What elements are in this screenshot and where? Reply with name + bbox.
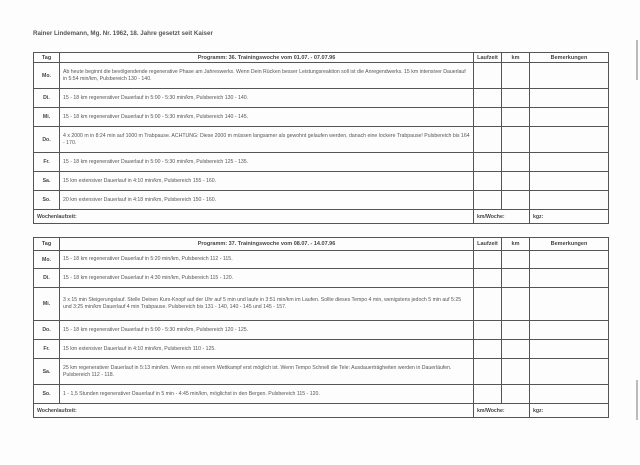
workout-cell: 15 - 18 km regenerativer Dauerlauf in 5:00 - 5:30 min/km, Pulsbereich 130 - 140.	[60, 89, 474, 108]
remarks-cell	[530, 172, 609, 191]
remarks-cell	[530, 127, 609, 153]
week-36-table	[33, 52, 609, 224]
km-cell	[502, 127, 530, 153]
weekly-km-label: km/Woche:	[474, 210, 530, 224]
laufzeit-cell	[474, 321, 502, 340]
laufzeit-cell	[474, 269, 502, 288]
day-cell: Do.	[34, 127, 60, 153]
remarks-cell	[530, 269, 609, 288]
laufzeit-cell	[474, 191, 502, 210]
remarks-cell	[530, 340, 609, 359]
workout-cell: 15 km extensiver Dauerlauf in 4:10 min/km, Pulsbereich 110 - 125.	[60, 340, 474, 359]
km-cell	[502, 172, 530, 191]
col-day-header: Tag	[34, 53, 60, 63]
scan-edge-mark	[636, 380, 638, 420]
remarks-cell	[530, 191, 609, 210]
col-bemerkungen-header: Bemerkungen	[530, 53, 609, 63]
workout-cell: 15 - 18 km regenerativer Dauerlauf in 5:00 - 5:30 min/km, Pulsbereich 140 - 145.	[60, 108, 474, 127]
remarks-cell	[530, 288, 609, 321]
remarks-cell	[530, 321, 609, 340]
km-cell	[502, 153, 530, 172]
km-cell	[502, 191, 530, 210]
workout-cell: 20 km extensiver Dauerlauf in 4:18 min/km, Pulsbereich 150 - 160.	[60, 191, 474, 210]
km-cell	[502, 385, 530, 404]
col-km-header: km	[502, 238, 530, 251]
table-row	[34, 108, 609, 127]
workout-cell: 15 km extensiver Dauerlauf in 4:10 min/km, Pulsbereich 155 - 160.	[60, 172, 474, 191]
laufzeit-cell	[474, 340, 502, 359]
workout-cell: 15 - 18 km regenerativer Dauerlauf in 5:00 - 5:30 min/km, Pulsbereich 120 - 125.	[60, 321, 474, 340]
km-cell	[502, 251, 530, 269]
workout-cell: 25 km regenerativer Dauerlauf in 5:13 min/km. Wenn es mit einem Wettkampf erst möglich ist. Wenn Tempo Schnell die Tele: Ausdauerträgheiten werden in Dauerläufen. Pulsbereich 112 - 118.	[60, 359, 474, 385]
laufzeit-cell	[474, 127, 502, 153]
table-row	[34, 251, 609, 269]
day-cell: Mo.	[34, 251, 60, 269]
table-row	[34, 385, 609, 404]
remarks-cell	[530, 153, 609, 172]
km-cell	[502, 288, 530, 321]
workout-cell: 1 - 1,5 Stunden regenerativer Dauerlauf in 5 min - 4:45 min/km, möglichst in den Bergen. Pulsbereich 115 - 120.	[60, 385, 474, 404]
col-bemerkungen-header: Bemerkungen	[530, 238, 609, 251]
km-cell	[502, 359, 530, 385]
col-km-header: km	[502, 53, 530, 63]
day-cell: Sa.	[34, 359, 60, 385]
day-cell: So.	[34, 385, 60, 404]
km-cell	[502, 321, 530, 340]
laufzeit-cell	[474, 172, 502, 191]
day-cell: Di.	[34, 269, 60, 288]
table-row	[34, 359, 609, 385]
day-cell: Mi.	[34, 108, 60, 127]
table-row	[34, 63, 609, 89]
workout-cell: 4 x 2000 m in 8:24 min auf 1000 m Trabpause. ACHTUNG: Diese 2000 m müssen langsamer als gewohnt gelaufen werden, danach eine lockere Trabpause! Pulsbereich bis 164 - 170.	[60, 127, 474, 153]
table-row	[34, 89, 609, 108]
table-row	[34, 269, 609, 288]
laufzeit-cell	[474, 89, 502, 108]
workout-cell: 3 x 15 min Steigerungslauf. Stelle Deinen Kurs-Knopf auf der Uhr auf 5 min und laufe in 3:51 min/km im Laufen. Sollte dieses Tempo 4 min, wenigstens jedoch 5 min auf 5:25 und 3:25 min/km Dauerlauf 4 min Trabpause. Pulsbereich bis 131 - 140, 140 - 145 und 145 - 157.	[60, 288, 474, 321]
laufzeit-cell	[474, 359, 502, 385]
weekly-km-label: km/Woche:	[474, 404, 530, 418]
km-cell	[502, 108, 530, 127]
laufzeit-cell	[474, 108, 502, 127]
workout-cell: 15 - 18 km regenerativer Dauerlauf in 5:00 - 5:30 min/km, Pulsbereich 125 - 135.	[60, 153, 474, 172]
workout-cell: 15 - 18 km regenerativer Dauerlauf in 4:30 min/km, Pulsbereich 115 - 120.	[60, 269, 474, 288]
week-title: Programm: 37. Trainingswoche vom 08.07. - 14.07.96	[60, 238, 474, 251]
laufzeit-cell	[474, 251, 502, 269]
table-row	[34, 127, 609, 153]
workout-cell: 15 - 18 km regenerativer Dauerlauf in 5:20 min/km, Pulsbereich 112 - 115.	[60, 251, 474, 269]
col-laufzeit-header: Laufzeit	[474, 53, 502, 63]
table-row	[34, 288, 609, 321]
table-row	[34, 340, 609, 359]
day-cell: Fr.	[34, 153, 60, 172]
remarks-cell	[530, 89, 609, 108]
day-cell: Mo.	[34, 63, 60, 89]
laufzeit-cell	[474, 63, 502, 89]
table-row	[34, 191, 609, 210]
table-row	[34, 172, 609, 191]
km-cell	[502, 269, 530, 288]
weekly-time-label: Wochenlaufzeit:	[34, 404, 474, 418]
day-cell: Sa.	[34, 172, 60, 191]
table-row	[34, 153, 609, 172]
week-title: Programm: 36. Trainingswoche vom 01.07. - 07.07.96	[60, 53, 474, 63]
athlete-header: Rainer Lindemann, Mg. Nr. 1962, 18. Jahre gesetzt seit Kaiser	[33, 30, 213, 37]
table-row	[34, 321, 609, 340]
laufzeit-cell	[474, 288, 502, 321]
laufzeit-cell	[474, 153, 502, 172]
day-cell: Fr.	[34, 340, 60, 359]
week-37-table	[33, 237, 609, 418]
km-cell	[502, 340, 530, 359]
remarks-cell	[530, 385, 609, 404]
day-cell: So.	[34, 191, 60, 210]
weekly-kgz-label: kgz:	[530, 210, 609, 224]
laufzeit-cell	[474, 385, 502, 404]
remarks-cell	[530, 359, 609, 385]
remarks-cell	[530, 63, 609, 89]
km-cell	[502, 63, 530, 89]
workout-cell: Ab heute beginnt die bevölgendende regenerative Phase am Jahreswerks. Wenn Dein Rücken besser Leistungsreaktion soll ist die Anregendwerks. 15 km intensiver Dauerlauf in 5:54 min/km, Pulsbereich 130 - 140.	[60, 63, 474, 89]
day-cell: Di.	[34, 89, 60, 108]
day-cell: Do.	[34, 321, 60, 340]
col-day-header: Tag	[34, 238, 60, 251]
km-cell	[502, 89, 530, 108]
weekly-time-label: Wochenlaufzeit:	[34, 210, 474, 224]
day-cell: Mi.	[34, 288, 60, 321]
remarks-cell	[530, 108, 609, 127]
scan-edge-mark	[636, 40, 638, 80]
col-laufzeit-header: Laufzeit	[474, 238, 502, 251]
weekly-kgz-label: kgz:	[530, 404, 609, 418]
remarks-cell	[530, 251, 609, 269]
